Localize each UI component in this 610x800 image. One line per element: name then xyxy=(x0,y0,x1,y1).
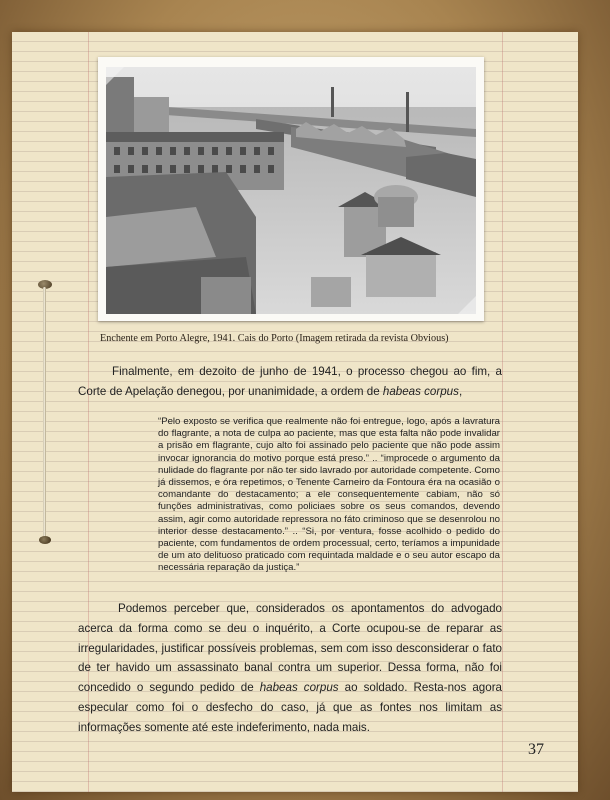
paragraph-1-end: , xyxy=(458,384,463,398)
paragraph-1-text: Finalmente, em dezoito de junho de 1941, o processo chegou ao fim, a Corte de Apelação denegou, por unanimidade, a ordem de xyxy=(78,365,502,398)
flood-photo xyxy=(106,67,476,314)
photo-frame xyxy=(98,57,484,321)
photo-caption: Enchente em Porto Alegre, 1941. Cais do Porto (Imagem retirada da revista Obvious) xyxy=(100,333,449,344)
flood-photo-image xyxy=(106,67,476,314)
paragraph-2-text: Podemos perceber que, considerados os apontamentos do advogado acerca da forma como se deu o inquérito, a Corte ocupou-se de reparar as irregularidades, justificar possíveis problemas, sem com isso desconsiderar o fato de ter havido um assassinato banal contra um superior. Dessa forma, não foi concedido o segundo pedido de xyxy=(78,602,502,695)
block-quote: “Pelo exposto se verifica que realmente não foi entregue, logo, após a lavratura do flagrante, a nota de culpa ao paciente, mas que esta falta não pode invalidar a prisão em flagrante, cujo alto foi assinado pelo paciente que não pode assim invocar ignorancia do motivo porque está preso.” .. “improcede o argumento da nulidade do flagrante por não ter sido lavrado por autoridade competente. Como já dissemos, e óra repetimos, o Tenente Carneiro da Fontoura éra na ocasião o comandante do destacamento; a ele consequentemente cabiam, não só funções administrativas, como policiaes sobre os seus comandos, devendo assim, agir como autoridade repressora no fáto criminoso que se desenrolou no interior desse destacamento.” .. “Si, por ventura, fosse acolhido o pedido do paciente, com fundamentos de ordem processual, certo, teríamos a impunidade de um ato delituoso praticado com requintada maldade e o seu autor escapo da necessária reparação da justiça.” xyxy=(158,416,500,574)
paragraph-2-end: ao soldado. Resta-nos agora especular como foi o desfecho do caso, já que as fontes nos limitam as informações somente até este indeferimento, nada mais. xyxy=(78,681,503,734)
paragraph-1-italic: habeas corpus xyxy=(382,384,459,398)
decorative-pin xyxy=(43,287,46,540)
page-number: 37 xyxy=(528,741,544,758)
pin-head-bottom xyxy=(39,536,51,544)
paragraph-2-italic: habeas corpus xyxy=(259,681,339,695)
paragraph-1 xyxy=(78,362,502,401)
paragraph-2 xyxy=(78,599,502,738)
